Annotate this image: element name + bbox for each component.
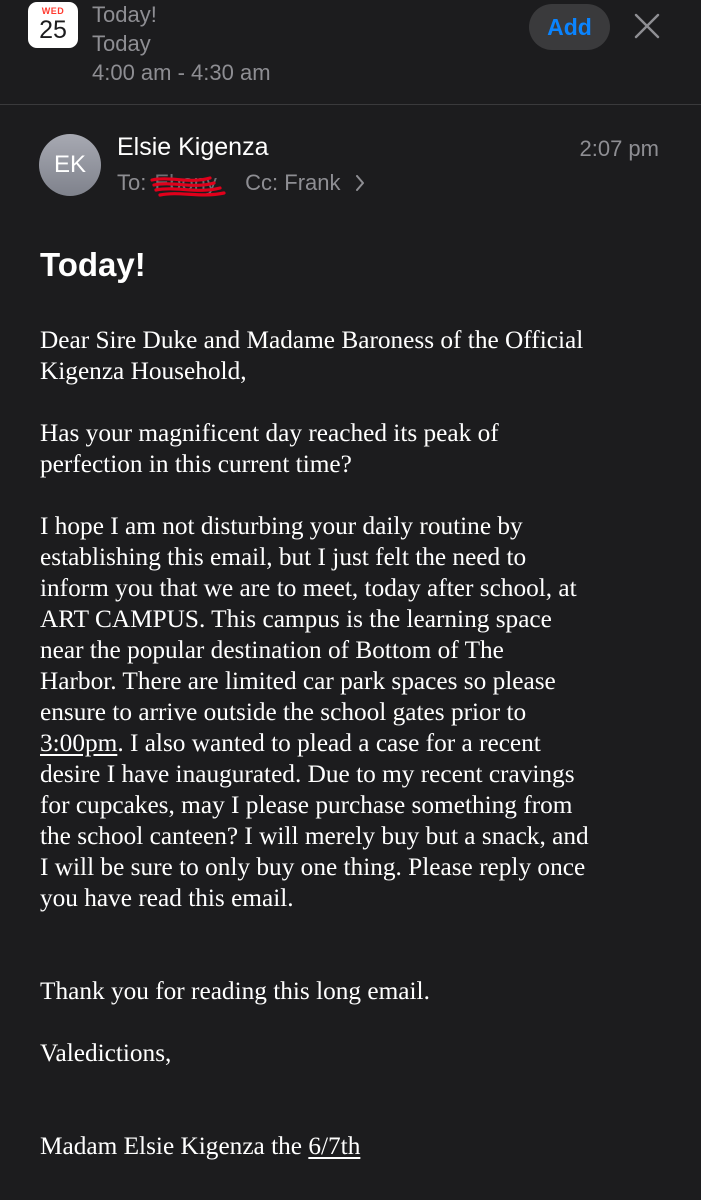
body-line <box>40 728 680 759</box>
greeting-line: Dear Sire Duke and Madame Baroness of the Official <box>40 326 584 354</box>
body-line: near the popular destination of Bottom of The <box>40 636 504 664</box>
body-line: the school canteen? I will merely buy but a snack, and <box>40 822 589 850</box>
event-day: Today <box>92 31 151 56</box>
calendar-icon-weekday: WED <box>41 6 65 16</box>
recipients-line[interactable] <box>117 170 365 196</box>
body-line: establishing this email, but I just felt the need to <box>40 543 527 571</box>
thanks-line: Thank you for reading this long email. <box>40 977 430 1005</box>
chevron-right-icon[interactable] <box>355 175 365 191</box>
body-line: ensure to arrive outside the school gates prior to <box>40 698 527 726</box>
valediction: Valedictions, <box>40 1039 172 1067</box>
body-text: . I also wanted to plead a case for a recent <box>117 729 541 757</box>
to-recipient-redacted[interactable] <box>152 170 218 196</box>
greeting-line: Kigenza Household, <box>40 357 247 385</box>
event-details[interactable] <box>92 0 271 87</box>
calendar-icon-date: 25 <box>39 16 67 44</box>
sent-time: 2:07 pm <box>579 136 659 161</box>
email-subject: Today! <box>40 246 146 283</box>
signature <box>40 1131 680 1162</box>
to-recipient-name: Ebony <box>154 170 217 195</box>
sender-name[interactable]: Elsie Kigenza <box>117 133 269 161</box>
meeting-time-link[interactable]: 3:00pm <box>40 729 118 757</box>
to-label: To: <box>117 170 147 195</box>
paragraph-2 <box>40 511 680 914</box>
greeting <box>40 325 680 387</box>
body-line: for cupcakes, may I please purchase something from <box>40 791 573 819</box>
event-time-range: 4:00 am - 4:30 am <box>92 60 271 85</box>
calendar-icon <box>28 2 78 48</box>
sender-avatar[interactable]: EK <box>39 134 101 196</box>
body-line: Has your magnificent day reached its peak of <box>40 419 499 447</box>
body-line: I will be sure to only buy one thing. Please reply once <box>40 853 586 881</box>
redaction-scribble <box>150 174 226 200</box>
signature-text: Madam Elsie Kigenza the <box>40 1132 309 1160</box>
body-line: inform you that we are to meet, today after school, at <box>40 574 577 602</box>
paragraph-1 <box>40 418 680 480</box>
body-line: Harbor. There are limited car park spaces so please <box>40 667 556 695</box>
close-icon[interactable] <box>634 13 660 39</box>
email-body <box>40 325 680 1162</box>
cc-recipient[interactable]: Frank <box>284 170 341 195</box>
body-line: I hope I am not disturbing your daily routine by <box>40 512 523 540</box>
signature-date-link[interactable]: 6/7th <box>308 1132 361 1160</box>
body-line: perfection in this current time? <box>40 450 352 478</box>
calendar-event-banner <box>0 0 701 104</box>
add-to-calendar-button[interactable]: Add <box>529 4 610 50</box>
body-line: desire I have inaugurated. Due to my recent cravings <box>40 760 575 788</box>
body-line: you have read this email. <box>40 884 294 912</box>
body-line: ART CAMPUS. This campus is the learning space <box>40 605 552 633</box>
cc-label: Cc: <box>245 170 279 195</box>
event-title: Today! <box>92 2 157 27</box>
